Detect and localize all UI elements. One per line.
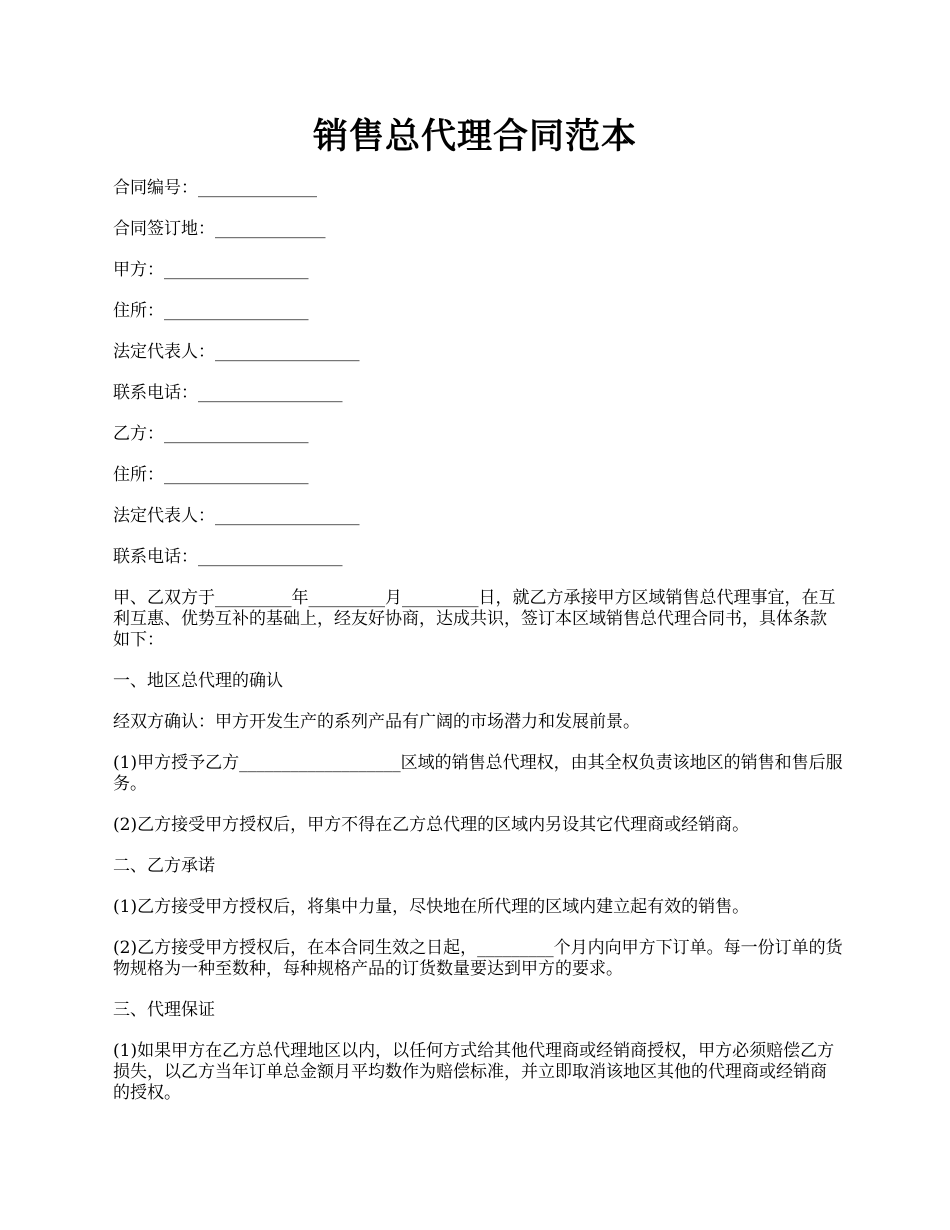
- field-party-b-phone: 联系电话：_________________: [113, 547, 343, 567]
- document-body: [113, 178, 843, 1124]
- field-party-a: 甲方：_________________: [113, 260, 309, 280]
- paragraph: (1)甲方授予乙方___________________区域的销售总代理权，由其全权负责该地区的销售和售后服务。: [113, 753, 843, 794]
- document-title: 销售总代理合同范本: [312, 116, 637, 157]
- field-party-a-phone: 联系电话：_________________: [113, 383, 343, 403]
- paragraph: (1)如果甲方在乙方总代理地区以内，以任何方式给其他代理商或经销商授权，甲方必须赔偿乙方损失，以乙方当年订单总金额月平均数作为赔偿标准，并立即取消该地区其他的代理商或经销商的授权。: [113, 1041, 835, 1103]
- field-party-a-address: 住所：_________________: [113, 301, 309, 321]
- field-party-b: 乙方：_________________: [113, 424, 309, 444]
- section-heading-1: 一、地区总代理的确认: [113, 671, 283, 691]
- field-contract-number: 合同编号：______________: [113, 178, 317, 198]
- field-signing-place: 合同签订地：_____________: [113, 219, 326, 239]
- paragraph: 经双方确认：甲方开发生产的系列产品有广阔的市场潜力和发展前景。: [113, 712, 640, 732]
- paragraph: (2)乙方接受甲方授权后，在本合同生效之日起，_________个月内向甲方下订单。每一份订单的货物规格为一种至数种，每种规格产品的订货数量要达到甲方的要求。: [113, 938, 843, 979]
- field-party-b-representative: 法定代表人：_________________: [113, 506, 360, 526]
- paragraph: (2)乙方接受甲方授权后，甲方不得在乙方总代理的区域内另设其它代理商或经销商。: [113, 815, 750, 835]
- field-party-a-representative: 法定代表人：_________________: [113, 342, 360, 362]
- section-heading-3: 三、代理保证: [113, 1000, 215, 1020]
- paragraph: (1)乙方接受甲方授权后，将集中力量，尽快地在所代理的区域内建立起有效的销售。: [113, 897, 750, 917]
- section-heading-2: 二、乙方承诺: [113, 856, 215, 876]
- paragraph-intro: 甲、乙双方于_________年_________月_________日，就乙方承接甲方区域销售总代理事宜，在互利互惠、优势互补的基础上，经友好协商，达成共识，签订本区域销售总代理合同书，具体条款如下：: [113, 588, 836, 650]
- field-party-b-address: 住所：_________________: [113, 465, 309, 485]
